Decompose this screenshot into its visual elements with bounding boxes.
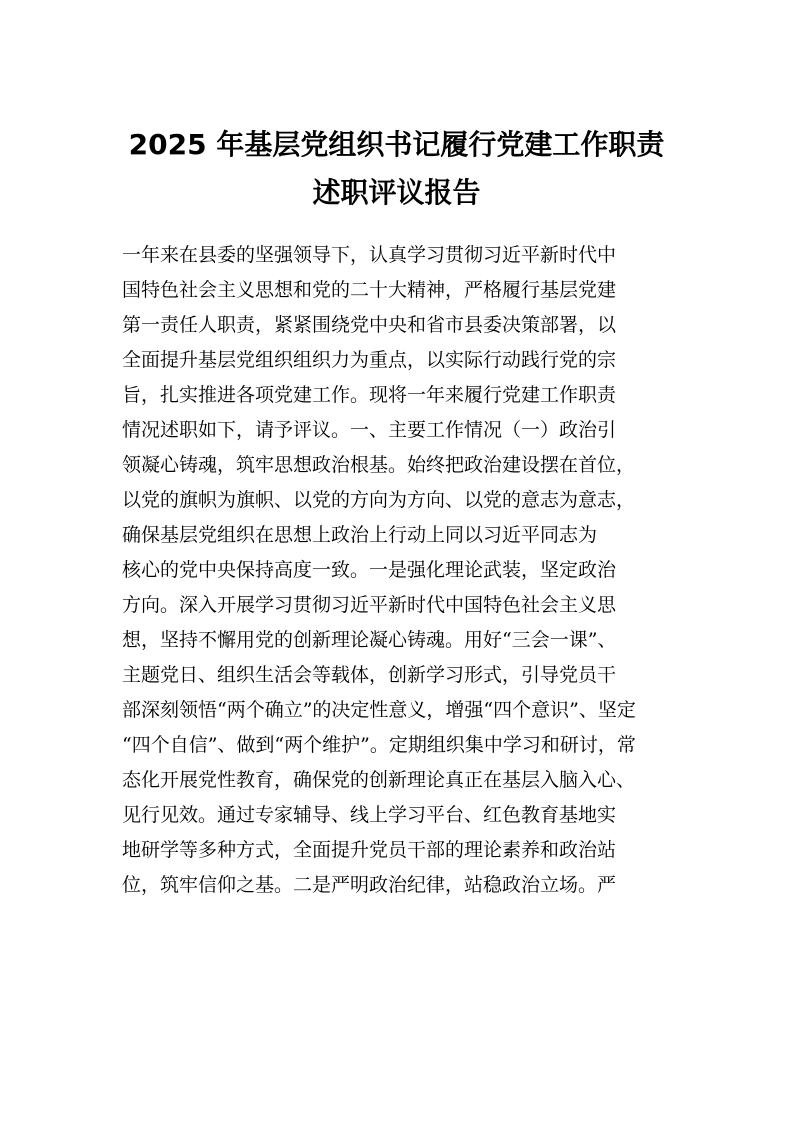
body-line: 第一责任人职责，紧紧围绕党中央和省市县委决策部署，以 [122,314,617,336]
body-line: 确保基层党组织在思想上政治上行动上同以习近平同志为 [122,524,598,546]
body-line: 国特色社会主义思想和党的二十大精神，严格履行基层党建 [122,279,617,301]
body-line: 地研学等多种方式，全面提升党员干部的理论素养和政治站 [122,839,617,861]
body-line: 想，坚持不懈用党的创新理论凝心铸魂。用好“三会一课”、 [122,629,617,651]
body-line: 全面提升基层党组织组织力为重点，以实际行动践行党的宗 [122,349,617,371]
body-line: 主题党日、组织生活会等载体，创新学习形式，引导党员干 [122,664,617,686]
body-line: 方向。深入开展学习贯彻习近平新时代中国特色社会主义思 [122,594,617,616]
document-body [122,238,682,903]
body-line: 态化开展党性教育，确保党的创新理论真正在基层入脑入心、 [122,769,636,791]
body-line: 旨，扎实推进各项党建工作。现将一年来履行党建工作职责 [122,384,617,406]
document-title-line-2: 述职评议报告 [312,176,481,209]
body-line: 领凝心铸魂，筑牢思想政治根基。始终把政治建设摆在首位， [122,454,636,476]
body-line: “四个自信”、做到“两个维护”。定期组织集中学习和研讨，常 [122,734,636,756]
body-line: 情况述职如下，请予评议。一、主要工作情况（一）政治引 [122,419,617,441]
body-line: 以党的旗帜为旗帜、以党的方向为方向、以党的意志为意志， [122,489,636,511]
document-title-line-1: 2025 年基层党组织书记履行党建工作职责 [128,128,665,161]
body-line: 核心的党中央保持高度一致。一是强化理论武装，坚定政治 [122,559,617,581]
body-line: 位，筑牢信仰之基。二是严明政治纪律，站稳政治立场。严 [122,874,617,896]
body-line: 见行见效。通过专家辅导、线上学习平台、红色教育基地实 [122,804,617,826]
body-line: 一年来在县委的坚强领导下，认真学习贯彻习近平新时代中 [122,244,617,266]
body-line: 部深刻领悟“两个确立”的决定性意义，增强“四个意识”、坚定 [122,699,636,721]
